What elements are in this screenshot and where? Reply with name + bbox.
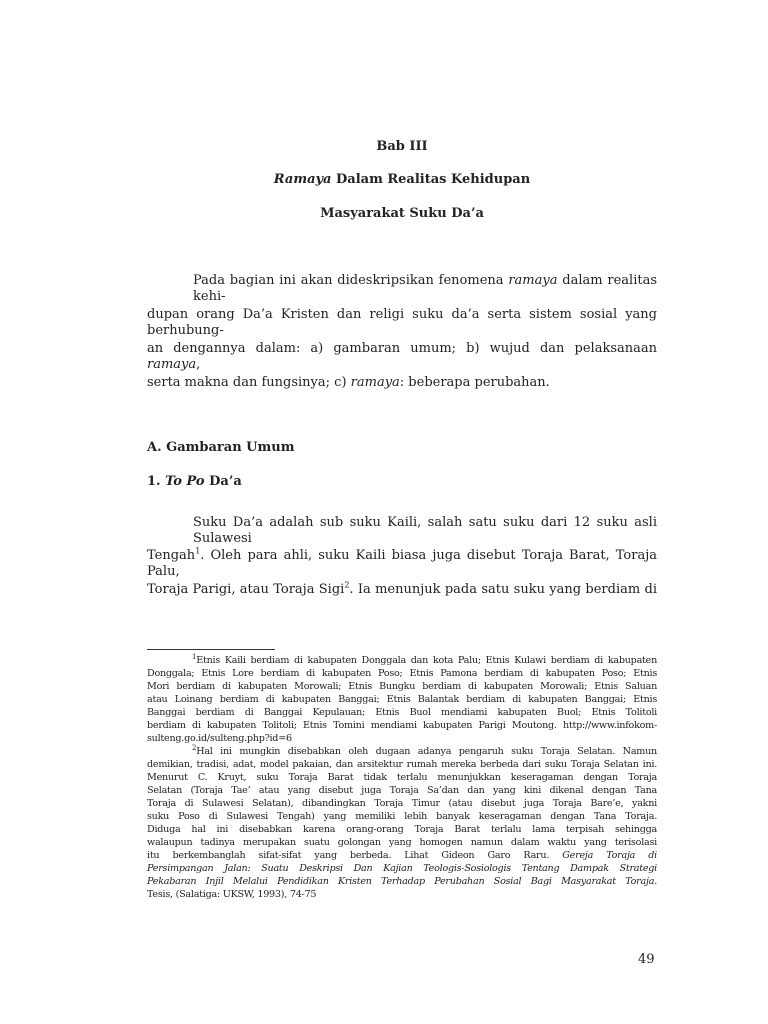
subsection-heading-1	[147, 474, 242, 490]
chapter-label: Bab III	[376, 139, 428, 154]
footnote-line	[147, 863, 657, 875]
footnote-line: walaupun tadinya merupakan suatu golongan yang homogen namun dalam waktu yang terisolasi	[147, 837, 657, 848]
footnote-text: itu berkembanglah sifat-sifat yang berbeda. Lihat Gideon Garo Raru.	[147, 850, 563, 861]
footnote-line	[147, 850, 657, 862]
footnote-text: Etnis Kaili berdiam di kabupaten Donggala dan kota Palu; Etnis Kulawi berdiam di kabupaten	[196, 655, 657, 666]
footnote-italic: Gereja Toraja di	[562, 850, 657, 861]
footnote-ref-1: 1	[195, 546, 201, 556]
para-text: . Ia menunjuk pada satu suku yang berdiam di	[349, 582, 657, 597]
footnote-marker: 2	[192, 743, 197, 752]
intro-text: ,	[196, 357, 201, 372]
footnote-line: Donggala; Etnis Lore berdiam di kabupaten Poso; Etnis Pamona berdiam di kabupaten Poso; Etnis	[147, 668, 657, 679]
page-number: 49	[638, 952, 655, 967]
footnote-ref-2: 2	[344, 580, 350, 590]
intro-line-4	[147, 375, 657, 391]
footnote-line: Diduga hal ini disebabkan karena orang-orang Toraja Barat terlalu lama terpisah sehingga	[147, 824, 657, 835]
footnote-line: Mori berdiam di kabupaten Morowali; Etnis Bungku berdiam di kabupaten Morowali; Etnis Saluan	[147, 681, 657, 692]
footnote-line	[147, 876, 657, 888]
para-text: Toraja Parigi, atau Toraja Sigi	[147, 582, 345, 597]
para2-line-3	[147, 582, 657, 598]
chapter-subtitle: Masyarakat Suku Da’a	[320, 206, 484, 221]
intro-italic: ramaya	[147, 357, 197, 372]
para2-line-2	[147, 548, 657, 580]
subsection-number: 1.	[147, 474, 166, 489]
para-text: . Oleh para ahli, suku Kaili biasa juga disebut Toraja Barat, Toraja Palu,	[147, 548, 657, 579]
footnote-separator	[147, 649, 275, 650]
footnote-line: Banggai berdiam di Banggai Kepulauan; Etnis Buol mendiami kabupaten Buol; Etnis Tolitoli	[147, 707, 657, 718]
subsection-italic: To Po	[165, 474, 205, 489]
footnote-line: suku Poso di Sulawesi Tengah) yang memiliki lebih banyak keseragaman dengan Tana Toraja.	[147, 811, 657, 822]
subsection-rest: Da’a	[204, 474, 242, 489]
intro-text: : beberapa perubahan.	[399, 375, 550, 390]
footnote-line: Selatan (Toraja Tae’ atau yang disebut juga Toraja Sa’dan dan yang kini dikenal dengan Tana	[147, 785, 657, 796]
footnote-line: atau Loinang berdiam di kabupaten Banggai; Etnis Balantak berdiam di kabupaten Banggai; Etnis	[147, 694, 657, 705]
footnote-text: Hal ini mungkin disebabkan oleh dugaan adanya pengaruh suku Toraja Selatan. Namun	[196, 746, 657, 757]
footnote-italic: Pekabaran Injil Melalui Pendidikan Kristen Terhadap Perubahan Sosial Bagi Masyarakat Toraja	[147, 876, 655, 887]
para-text: Tengah	[147, 548, 196, 563]
intro-text: serta makna dan fungsinya; c)	[147, 375, 351, 390]
intro-text: dalam realitas kehi-	[193, 273, 657, 304]
section-heading-a: A. Gambaran Umum	[147, 440, 295, 455]
footnote-line: Menurut C. Kruyt, suku Toraja Barat tidak terlalu menunjukkan keseragaman dengan Toraja	[147, 772, 657, 783]
intro-line-2: dupan orang Da’a Kristen dan religi suku da’a serta sistem sosial yang berhubung-	[147, 307, 657, 338]
intro-line-3	[147, 341, 657, 373]
intro-text: an dengannya dalam: a) gambaran umum; b) wujud dan pelaksanaan	[147, 341, 657, 356]
footnote-line: berdiam di kabupaten Tolitoli; Etnis Tomini mendiami kabupaten Parigi Moutong. http://www.infokom-	[147, 720, 657, 731]
chapter-title-rest: Dalam Realitas Kehidupan	[331, 172, 531, 187]
footnote-line: demikian, tradisi, adat, model pakaian, dan arsitektur rumah mereka berbeda dari suku Toraja Selatan ini.	[147, 759, 657, 770]
footnote-line: Toraja di Sulawesi Selatan), dibandingkan Toraja Timur (atau disebut juga Toraja Bare’e, yakni	[147, 798, 657, 809]
intro-line-1	[147, 273, 657, 305]
footnote-line	[147, 743, 657, 758]
chapter-title-italic: Ramaya	[273, 172, 332, 187]
footnote-italic: Persimpangan Jalan: Suatu Deskripsi Dan Kajian Teologis-Sosiologis Tentang Dampak Strategi	[147, 863, 657, 874]
footnote-marker: 1	[192, 652, 197, 661]
para2-line-1: Suku Da’a adalah sub suku Kaili, salah satu suku dari 12 suku asli Sulawesi	[193, 515, 657, 546]
footnote-line: sulteng.go.id/sulteng.php?id=6	[147, 733, 292, 744]
intro-text: Pada bagian ini akan dideskripsikan fenomena	[193, 273, 509, 288]
chapter-title	[147, 172, 657, 188]
intro-italic: ramaya	[350, 375, 400, 390]
footnote-line	[147, 652, 657, 667]
footnote-text: .	[654, 876, 657, 887]
intro-italic: ramaya	[508, 273, 558, 288]
footnote-line: Tesis, (Salatiga: UKSW, 1993), 74-75	[147, 889, 317, 900]
